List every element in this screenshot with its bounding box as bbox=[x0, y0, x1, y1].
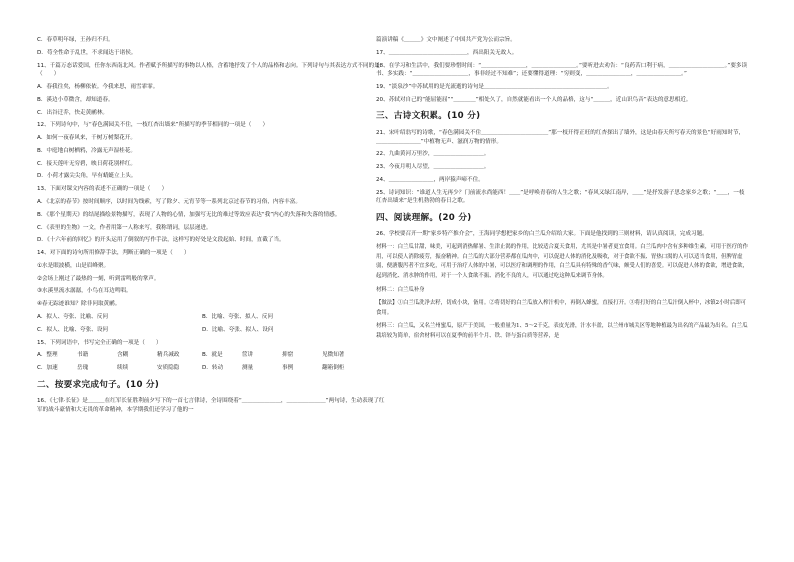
option-d: D．《十六年前的回忆》的开头运用了倒叙的写作手法，这样写的好处是文段起始、时间，直截了当。 bbox=[37, 237, 285, 244]
option-a: A．拟人、夸张、比喻、反问 bbox=[37, 314, 108, 320]
option-b: B．中庭地白树栖鸦，冷露无声湿桂花。 bbox=[37, 147, 136, 154]
word: 续续 bbox=[117, 365, 129, 372]
text-line: 篇演讲稿《＿＿＿》文中阐述了中国共产党为公而宗旨。 bbox=[376, 37, 516, 43]
option-a: A．如何一夜春风来，千树万树梨花开。 bbox=[37, 135, 136, 142]
sentence-4: ④春无踪迹谁知？除非问取黄鹂。 bbox=[37, 301, 121, 308]
word: D．转动 bbox=[202, 365, 224, 372]
option-b bbox=[202, 351, 367, 360]
word: 测量 bbox=[242, 365, 254, 372]
option-b: B．溪边小草微含，却知道春。 bbox=[37, 96, 114, 103]
section-3-heading: 三、古诗文积累。(10 分) bbox=[376, 111, 481, 122]
sentence-1: ①水是眼波横，山是眉峰聚。 bbox=[37, 262, 110, 269]
question-14: 14、对下面的诗句所用修辞手法，判断正确的一项是（ ） bbox=[37, 250, 190, 257]
material-3: 材料三：白兰瓜，又名兰州蜜瓜，原产于美国，一般重量为1、5～2千克，表皮光滑，汁水丰盈，以兰州市城关区等地种植最为出名的产品最为出名。白兰瓜栽培较为简单，宿舍材料可以在夏季的前半个月、铁、锌与蛋白质等营养，是 bbox=[376, 323, 748, 339]
option-b: B．比喻、夸张、拟人、反问 bbox=[202, 314, 273, 320]
option-d bbox=[202, 364, 367, 373]
question-13: 13、下面对课文内容的表述不正确的一项是（ ） bbox=[37, 186, 168, 193]
option-c: C．《表里的生物》一文，作者用第一人称来写，我称谓词，层层递进。 bbox=[37, 224, 212, 231]
word: 事例 bbox=[282, 365, 294, 372]
option-c bbox=[37, 364, 202, 373]
word: 翻箱倒柜 bbox=[322, 365, 345, 372]
question-26: 26、学校要召开一期“家乡特产推介会”，王海同学想把家乡的白兰瓜介绍给大家。下面是他找到的三则材料，请认真阅读，完成习题。 bbox=[376, 231, 708, 238]
question-15: 15、下列词语中，书写完全正确的一项是（ ） bbox=[37, 339, 162, 346]
word: B．就是 bbox=[202, 352, 223, 359]
word: 见微知著 bbox=[322, 352, 345, 359]
options-15 bbox=[37, 364, 387, 373]
option-d: D．小荷才露尖尖角，早有蜻蜓立上头。 bbox=[37, 173, 137, 180]
question-21: 21、宋叶绍翁写的诗歌，“春色满园关不住＿＿＿＿＿＿＿＿＿＿＿＿”那一枝开得正旺的红杏探出了墙外，这是由春天所写春天的景色“好雨知时节，＿＿＿＿＿＿＿＿”中植物无声、滋润万物的情形。 bbox=[376, 129, 745, 145]
option-d: D．比喻、夸张、拟人、设问 bbox=[202, 326, 274, 333]
section-4-heading: 四、阅读理解。(20 分) bbox=[376, 212, 472, 223]
sentence-2: ②会场上刚过了最热的一刻，听到雷鸣般的掌声。 bbox=[37, 275, 160, 282]
sentence-3: ③水溪里流水潺潺，小鸟在耳边鸣唱。 bbox=[37, 288, 132, 295]
question-18: 18、在学习和生活中，我们要珍惜时间：“＿＿＿＿＿＿＿＿，＿＿＿＿＿＿＿＿。”要听进去劝告：“良药苦口利于病，＿＿＿＿＿＿＿＿＿＿。”要多读书、多实践：“＿＿＿＿＿＿＿＿＿＿，事非经过不知难”；还要懂得道理：“穷则变，＿＿＿＿＿＿＿＿，＿＿＿＿＿＿＿＿。” bbox=[376, 62, 748, 78]
word: 安质隐隐 bbox=[157, 365, 180, 372]
options-14 bbox=[37, 326, 387, 335]
question-12: 12、下列诗句中，与“春色满园关不住，一枝红杏出墙来”所描写的季节相同的一项是（ ） bbox=[37, 122, 269, 129]
option-c: C．拟人、比喻、夸张、设问 bbox=[37, 326, 109, 333]
option-a bbox=[37, 351, 202, 360]
material-2-body: 【做法】①白兰瓜洗净去籽，切成小块，备用。②将切好的白兰瓜放入榨汁机中，再倒入蜂蜜，直接打开。③将打好的白兰瓜汁倒入杯中，冰镇2小时后即可食用。 bbox=[376, 300, 746, 316]
question-22: 22、九曲黄河万里沙，＿＿＿＿＿＿＿＿＿。 bbox=[376, 151, 490, 158]
word: 岳瑰 bbox=[77, 365, 89, 372]
option-a: A．《北京的春节》按时间顺序，以时间为线索，写了除夕、元宵节等一系列北京过春节的习俗，内容丰富。 bbox=[37, 198, 301, 205]
text-line: C．春草明年绿，王孙归不归。 bbox=[37, 37, 114, 43]
question-19: 19、“淡泉沙”中苏轼用的是光流逝的诗句是＿＿＿＿＿＿＿＿＿＿＿＿＿＿＿＿＿＿＿＿＿＿。 bbox=[376, 83, 613, 90]
word: 筐讲 bbox=[242, 352, 254, 359]
question-11: 11、千篇万态话爱国，任你东西南北风。作者赋予所描写的事物以人格，含蓄地抒发了个人的品格和志向。下列诗句与其表达方式不同的是（ ） bbox=[37, 62, 380, 78]
question-16: 16、《七律·长征》是＿＿＿在红军长征胜利前夕写下的一首七言律诗，全诗围绕着“＿＿＿＿＿＿＿，＿＿＿＿＿＿＿”两句诗，生动表现了红军的战斗豪情和大无畏的革命精神，本学期我们还学习了他的一 bbox=[37, 398, 385, 413]
word: A．整理 bbox=[37, 352, 58, 359]
left-column bbox=[37, 36, 387, 419]
word: 抑窟 bbox=[282, 352, 294, 359]
material-1: 材料一：白兰瓜甘甜，味美，可起到消热解暑、生津止渴的作用，比较适合夏天食用，尤其是中暑者更宜食用。白兰瓜肉中含有多种维生素，可用于医疗的作用，可以使人消除疲劳，振奋精神。白兰瓜的大部分营养都在瓜肉中，可以促进人体的消化及吸收，对于食欲不振、胃热口渴的人可以适当食用，但脾胃虚弱，便溏腹泻者不宜多吃，可用于治疗人体的中暑，可以医疗和调理的作用，白兰瓜具有特殊的香气味，颇受人们的喜爱。可以促进人体的食欲，增进食欲，起到消化、消水肿的作用，对于一个人食欲不振、消化不良的人，可以通过吃这种瓜来调节身体。 bbox=[376, 244, 748, 279]
question-20: 20、苏轼对自己的“能屈能屈”“＿＿＿＿”相处久了，自然就能看出一个人的品格，这与“＿＿＿，近山识鸟音”表达的意思相近。 bbox=[376, 96, 692, 103]
word: C．加速 bbox=[37, 365, 58, 372]
text-line: D．苟全性命于乱世，不求闻达于诸侯。 bbox=[37, 49, 137, 56]
word: 书籍 bbox=[77, 352, 89, 359]
option-a: A．春我往矣，杨柳依依。今我来思，雨雪霏霏。 bbox=[37, 83, 159, 90]
question-23: 23、今夜月明人尽望，＿＿＿＿＿＿＿＿＿。 bbox=[376, 164, 490, 171]
material-2-title: 材料二：白兰瓜补身 bbox=[376, 286, 425, 293]
option-b: B．《那个星期天》的结尾描绘景物描写，表现了人物的心情，加强写无比的难过等效应表达“我”内心的失落和失落的情感。 bbox=[37, 211, 341, 218]
word: 含糊 bbox=[117, 352, 129, 359]
question-25: 25、诗词知识：“谁道人生无再少？门前流水尚能西！＿＿”是呼唤青春的人生之歌；“春风又绿江南岸，＿＿”是抒发游子思念家乡之歌；“＿＿，一枝红杏出墙来”是生机勃勃的春日之歌。 bbox=[376, 189, 745, 205]
right-column bbox=[376, 36, 748, 346]
options-15 bbox=[37, 351, 387, 360]
options-14 bbox=[37, 313, 387, 322]
option-c: C．接天莲叶无穷碧，映日荷花别样红。 bbox=[37, 160, 137, 167]
option-c: C．出谷迁乔，快走黄鹂林。 bbox=[37, 109, 109, 116]
word: 精兵减政 bbox=[157, 352, 180, 359]
section-2-heading: 二、按要求完成句子。(10 分) bbox=[37, 379, 160, 390]
question-17: 17、＿＿＿＿＿＿＿＿＿＿＿＿＿＿，西出阳关无故人。 bbox=[376, 49, 518, 56]
question-24: 24、＿＿＿＿＿＿＿＿，两岸猿声啼不住。 bbox=[376, 176, 484, 183]
